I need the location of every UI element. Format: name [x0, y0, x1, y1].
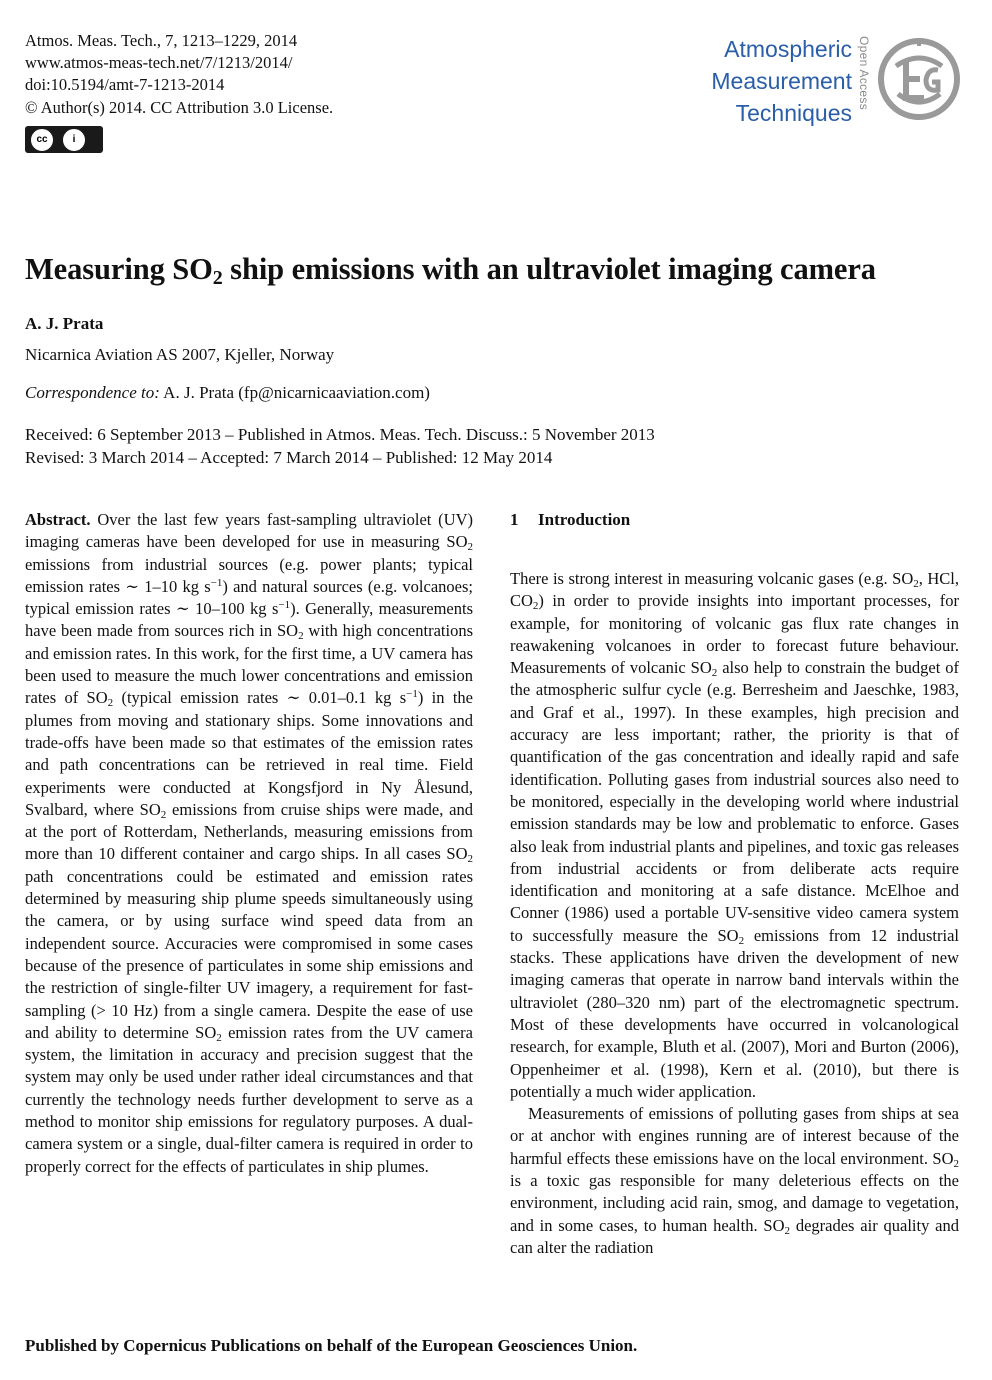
- license-line: © Author(s) 2014. CC Attribution 3.0 License.: [25, 97, 334, 117]
- cc-by-label: BY: [72, 145, 82, 152]
- intro-paragraph-1: There is strong interest in measuring volcanic gases (e.g. $SO_2$, HCl, $CO_2$) in order to provide insights into important processes, for example, for monitoring of volcanic gas flux rate changes in reawakening volcanoes in order to forecast future behaviour. Measurements of volcanic $SO_2$ also help to constrain the budget of the atmospheric sulfur cycle (e.g. Berresheim and Jaeschke, 1983, and Graf et al., 1997). In these examples, high precision and accuracy are less important; rather, the priority is that of quantification of the gas concentration and ideally rapid and safe identification. Polluting gases from industrial sources also need to be monitored, especially in the developing world where industrial emission standards may be low and problematic to enforce. Gases also leak from industrial plants and pipelines, and toxic gas releases from industrial accidents or from deliberate acts require identification and monitoring at a safe distance. McElhoe and Conner (1986) used a portable UV-sensitive video camera system to successfully measure the $SO_2$ emissions from 12 industrial stacks. These applications have driven the development of new imaging cameras that operate in narrow band intervals within the ultraviolet (280–320 nm) part of the electromagnetic spectrum. Most of these developments have occurred in volcanological research, for example, Bluth et al. (2007), Mori and Burton (2006), Oppenheimer et al. (1998), Kern et al. (2010), but there is potentially a much wider application.: [510, 569, 959, 1101]
- journal-name-line2: Measurement: [711, 68, 852, 94]
- journal-name-line3: Techniques: [735, 100, 852, 126]
- egu-globe-logo-icon: [876, 36, 962, 122]
- journal-name-line1: Atmospheric: [724, 36, 852, 62]
- introduction-body: [510, 568, 959, 1259]
- open-access-label: Open Access: [857, 36, 871, 111]
- publication-dates: [25, 424, 655, 469]
- abstract: [25, 509, 473, 1178]
- correspondence-label: Correspondence to:: [25, 383, 160, 402]
- intro-paragraph-2: Measurements of emissions of polluting gases from ships at sea or at anchor with engines running are of interest because of the harmful effects these emissions have on the local environment. $SO_2$ is a toxic gas responsible for many deleterious effects on the environment, including acid rain, smog, and damage to vegetation, and in some cases, to human health. $SO_2$ degrades air quality and can alter the radiation: [510, 1104, 959, 1257]
- revised-date: Revised: 3 March 2014 – Accepted: 7 March 2014 – Published: 12 May 2014: [25, 447, 553, 467]
- abstract-label: Abstract.: [25, 510, 91, 529]
- article-title: Measuring $SO_2$ ship emissions with an ultraviolet imaging camera: [25, 252, 876, 289]
- author-affiliation: Nicarnica Aviation AS 2007, Kjeller, Norway: [25, 345, 335, 364]
- citation-line: Atmos. Meas. Tech., 7, 1213–1229, 2014: [25, 31, 298, 50]
- doi[interactable]: doi:10.5194/amt-7-1213-2014: [25, 75, 225, 95]
- cc-icon: cc: [31, 129, 53, 151]
- journal-name: [711, 33, 852, 129]
- citation-block: [25, 30, 333, 119]
- section-number: 1: [510, 510, 519, 529]
- section-title: Introduction: [538, 510, 631, 529]
- cc-by-license-badge[interactable]: [25, 126, 103, 153]
- correspondence-contact: A. J. Prata (fp@nicarnicaaviation.com): [159, 383, 430, 402]
- correspondence: [25, 383, 430, 403]
- section-heading-introduction: [510, 510, 630, 530]
- publisher-footer: Published by Copernicus Publications on behalf of the European Geosciences Union.: [25, 1336, 638, 1355]
- journal-url[interactable]: www.atmos-meas-tech.net/7/1213/2014/: [25, 53, 293, 73]
- author-name: A. J. Prata: [25, 314, 104, 333]
- abstract-text: Abstract. Over the last few years fast-sampling ultraviolet (UV) imaging cameras have been developed for use in measuring $SO_2$ emissions from industrial sources (e.g. power plants; typical emission rates ∼ 1–10 kg $s^{-1}$) and natural sources (e.g. volcanoes; typical emission rates ∼ 10–100 kg $s^{-1}$). Generally, measurements have been made from sources rich in $SO_2$ with high concentrations and emission rates. In this work, for the first time, a UV camera has been used to measure the much lower concentrations and emission rates of $SO_2$ (typical emission rates ∼ 0.01–0.1 kg $s^{-1}$) in the plumes from moving and stationary ships. Some innovations and trade-offs have been made so that estimates of the emission rates and path concentrations can be retrieved in real time. Field experiments were conducted at Kongsfjord in Ny Ålesund, Svalbard, where $SO_2$ emissions from cruise ships were made, and at the port of Rotterdam, Netherlands, measuring emissions from more than 10 different container and cargo ships. In all cases $SO_2$ path concentrations could be estimated and emission rates determined by measuring ship plume speeds simultaneously using the camera, or by using surface wind speed data from an independent source. Accuracies were compromised in some cases because of the presence of particulates in some ship emissions and the restriction of single-filter UV imagery, a requirement for fast-sampling (> 10 Hz) from a single camera. Despite the ease of use and ability to determine $SO_2$ emission rates from the UV camera system, the limitation in accuracy and precision suggest that the system may only be used under rather ideal circumstances and that currently the technology needs further development to serve as a method to monitor ship emissions for regulatory purposes. A dual-camera system or a single, dual-filter camera is required in order to properly correct for the effects of particulates in ship plumes.: [25, 510, 474, 1176]
- attribution-person-icon: i: [63, 129, 85, 151]
- received-date: Received: 6 September 2013 – Published in Atmos. Meas. Tech. Discuss.: 5 November 2013: [25, 425, 655, 444]
